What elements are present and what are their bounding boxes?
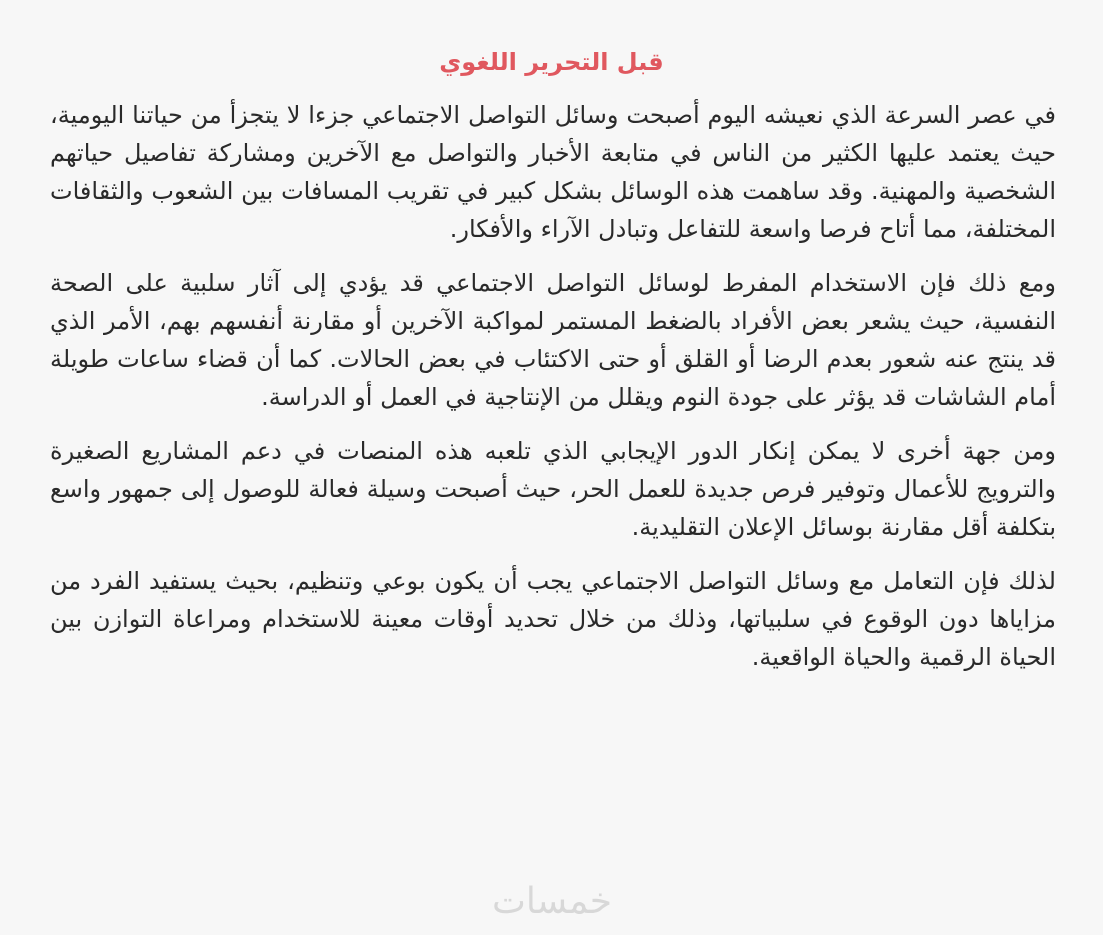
document-title: قبل التحرير اللغوي — [439, 48, 664, 76]
paragraph-3: ومن جهة أخرى لا يمكن إنكار الدور الإيجابي الذي تلعبه هذه المنصات في دعم المشاريع الصغيرة والترويج للأعمال وتوفير فرص جديدة للعمل الحر، حيث أصبحت وسيلة فعالة للوصول إلى جمهور واسع بتكلفة أقل مقارنة بوسائل الإعلان التقليدية. — [50, 437, 1056, 541]
khamsat-watermark-logo: خمسات — [491, 881, 613, 922]
paragraph-2: ومع ذلك فإن الاستخدام المفرط لوسائل التواصل الاجتماعي قد يؤدي إلى آثار سلبية على الصحة النفسية، حيث يشعر بعض الأفراد بالضغط المستمر لمواكبة الآخرين أو مقارنة أنفسهم بهم، الأمر الذي قد ينتج عنه شعور بعدم الرضا أو القلق أو حتى الاكتئاب في بعض الحالات. كما أن قضاء ساعات طويلة أمام الشاشات قد يؤثر على جودة النوم ويقلل من الإنتاجية في العمل أو الدراسة. — [50, 269, 1056, 411]
document-body — [50, 96, 1056, 692]
paragraph-4: لذلك فإن التعامل مع وسائل التواصل الاجتماعي يجب أن يكون بوعي وتنظيم، بحيث يستفيد الفرد من مزاياها دون الوقوع في سلبياتها، وذلك من خلال تحديد أوقات معينة للاستخدام ومراعاة التوازن بين الحياة الرقمية والحياة الواقعية. — [50, 567, 1056, 671]
paragraph-1: في عصر السرعة الذي نعيشه اليوم أصبحت وسائل التواصل الاجتماعي جزءا لا يتجزأ من حياتنا اليومية، حيث يعتمد عليها الكثير من الناس في متابعة الأخبار والتواصل مع الآخرين ومشاركة تفاصيل حياتهم الشخصية والمهنية. وقد ساهمت هذه الوسائل بشكل كبير في تقريب المسافات بين الشعوب والثقافات المختلفة، مما أتاح فرصا واسعة للتفاعل وتبادل الآراء والأفكار. — [50, 101, 1056, 243]
